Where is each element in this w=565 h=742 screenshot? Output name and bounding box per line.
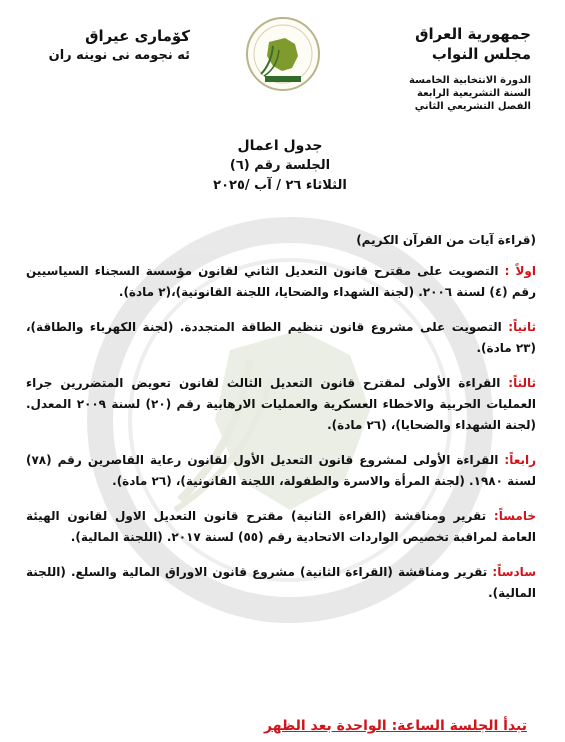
agenda-item <box>26 261 536 303</box>
item-number: اولاً : <box>504 264 536 278</box>
opening-recitation: (قراءة آيات من القرآن الكريم) <box>356 233 536 247</box>
agenda-item <box>26 450 536 492</box>
council-name-kurdish: ئه نجومه نی نوینه ران <box>48 48 190 63</box>
item-number: سادساً: <box>492 565 536 579</box>
agenda-item <box>26 562 536 604</box>
country-name-kurdish: كۆمارى عیراق <box>85 27 190 45</box>
item-text: القراءة الأولى لمشروع قانون التعديل الأول لقانون رعاية القاصرين رقم (٧٨) لسنة ١٩٨٠. (لجنة المرأة والاسرة والطفولة، اللجنة القانونية)، (٢٦ مادة). <box>26 453 536 488</box>
agenda-items <box>26 230 536 618</box>
country-name: جمهورية العراق <box>415 25 531 43</box>
item-number: ثانياً: <box>508 320 536 334</box>
agenda-item <box>26 373 536 436</box>
session-number: الجلسة رقم (٦) <box>229 158 331 173</box>
item-text: القراءة الأولى لمقترح قانون التعديل الثالث لقانون تعويض المتضررين جراء العمليات الحربية والاخطاء العسكرية والعمليات الارهابية رقم (٢٠) لسنة ٢٠٠٩ المعدل. (لجنة الشهداء والضحايا)، (٢٦ مادة). <box>26 376 536 432</box>
item-number: ثالثاً: <box>508 376 536 390</box>
session-info <box>371 74 531 113</box>
header-left <box>40 26 190 66</box>
session-start-time: تبدأ الجلسة الساعة: الواحدة بعد الظهر <box>264 718 527 734</box>
legislative-year: السنة التشريعية الرابعة <box>417 88 531 99</box>
agenda-title: جدول اعمال <box>237 138 323 154</box>
legislative-term: الفصل التشريعي الثاني <box>414 101 531 112</box>
parliament-seal-logo <box>245 16 321 92</box>
item-number: رابعاً: <box>504 453 536 467</box>
agenda-title-block <box>150 136 410 196</box>
electoral-term: الدورة الانتخابية الخامسة <box>409 75 531 86</box>
item-text: التصويت على مشروع قانون تنظيم الطاقة المتجددة. (لجنة الكهرباء والطاقة)، (٢٣ مادة). <box>26 320 536 355</box>
council-name: مجلس النواب <box>431 45 531 63</box>
session-date: الثلاثاء ٢٦ / آب /٢٠٢٥ <box>213 178 347 193</box>
item-text: التصويت على مقترح قانون التعديل الثاني لقانون مؤسسة السجناء السياسيين رقم (٤) لسنة ٢٠٠٦. (لجنة الشهداء والضحايا، اللجنة القانونية)،(٢ مادة). <box>26 264 536 299</box>
item-text: تقرير ومناقشة (القراءة الثانية) مقترح قانون التعديل الاول لقانون الهيئة العامة لمراقبة تخصيص الواردات الاتحادية رقم (٥٥) لسنة ٢٠١٧. (اللجنة المالية). <box>26 509 536 544</box>
agenda-item <box>26 317 536 359</box>
agenda-item <box>26 506 536 548</box>
item-text: تقرير ومناقشة (القراءة الثانية) مشروع قانون الاوراق المالية والسلع. (اللجنة المالية). <box>26 565 536 600</box>
item-number: خامساً: <box>493 509 536 523</box>
header-right <box>371 24 531 113</box>
